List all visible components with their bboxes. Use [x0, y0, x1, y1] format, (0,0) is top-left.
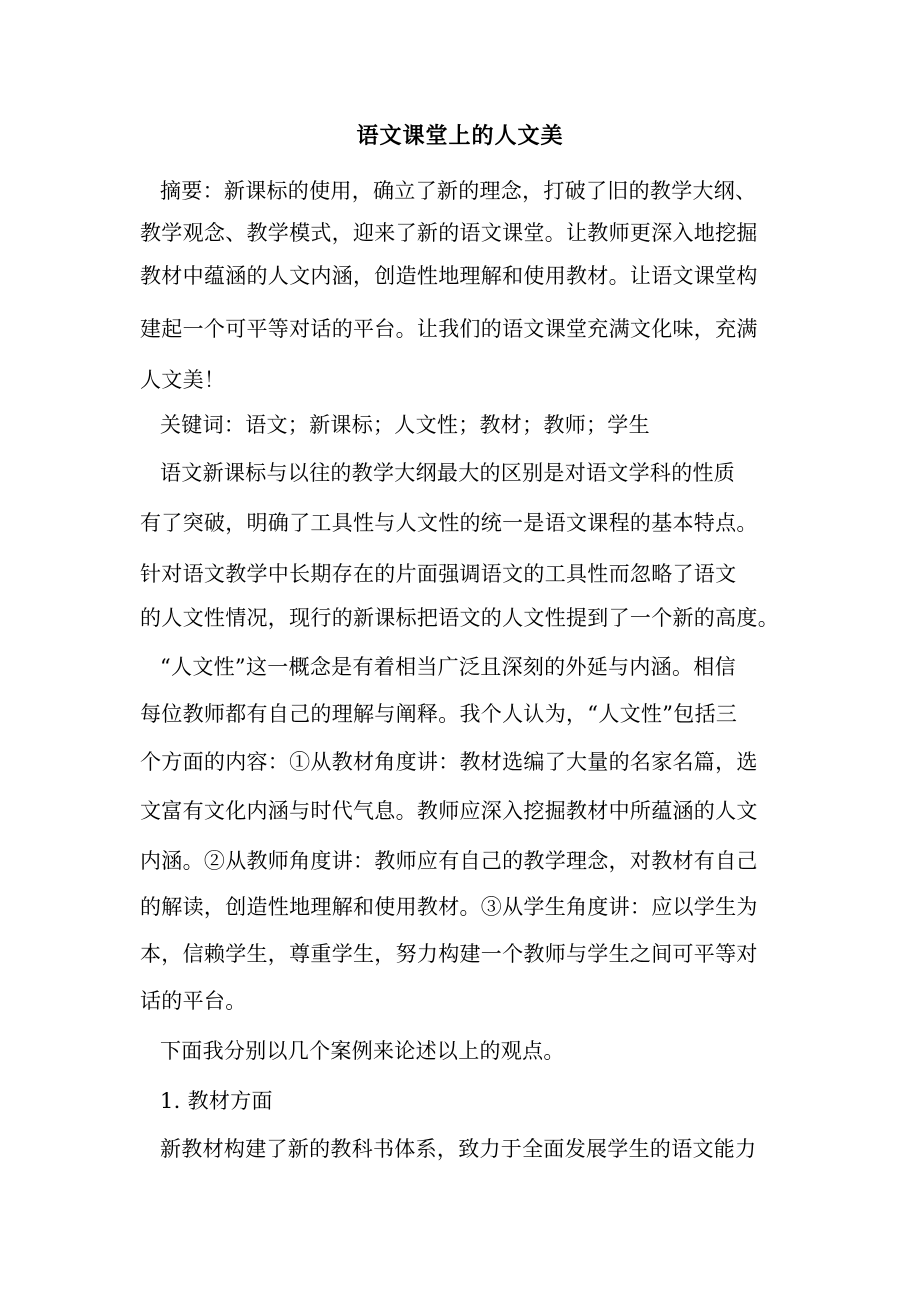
abstract-line-1: 摘要：新课标的使用，确立了新的理念，打破了旧的教学大纲、	[160, 179, 757, 203]
body-line-13: 下面我分别以几个案例来论述以上的观点。	[160, 1039, 565, 1063]
body-line-5: “人文性”这一概念是有着相当广泛且深刻的外延与内涵。相信	[160, 655, 736, 679]
body-line-8: 文富有文化内涵与时代气息。教师应深入挖掘教材中所蕴涵的人文	[140, 799, 758, 823]
body-line-9: 内涵。②从教师角度讲：教师应有自己的教学理念，对教材有自己	[140, 849, 758, 873]
abstract-line-5: 人文美！	[140, 368, 226, 392]
body-line-2: 有了突破，明确了工具性与人文性的统一是语文课程的基本特点。	[140, 511, 758, 535]
keywords-line: 关键词：语文；新课标；人文性；教材；教师；学生	[160, 413, 650, 437]
body-line-10: 的解读，创造性地理解和使用教材。③从学生角度讲：应以学生为	[140, 895, 758, 919]
abstract-line-4: 建起一个可平等对话的平台。让我们的语文课堂充满文化味，充满	[140, 317, 758, 341]
body-line-14: 新教材构建了新的教科书体系，致力于全面发展学生的语文能力	[160, 1137, 757, 1161]
body-line-1: 语文新课标与以往的教学大纲最大的区别是对语文学科的性质	[160, 461, 736, 485]
body-line-7: 个方面的内容：①从教材角度讲：教材选编了大量的名家名篇，选	[140, 750, 758, 774]
abstract-line-2: 教学观念、教学模式，迎来了新的语文课堂。让教师更深入地挖掘	[140, 221, 758, 245]
body-line-4: 的人文性情况，现行的新课标把语文的人文性提到了一个新的高度。	[140, 606, 779, 630]
body-line-12: 话的平台。	[140, 989, 247, 1013]
body-line-11: 本，信赖学生，尊重学生，努力构建一个教师与学生之间可平等对	[140, 942, 758, 966]
document-title: 语文课堂上的人文美	[356, 123, 564, 149]
body-line-3: 针对语文教学中长期存在的片面强调语文的工具性而忽略了语文	[140, 562, 737, 586]
abstract-line-3: 教材中蕴涵的人文内涵，创造性地理解和使用教材。让语文课堂构	[140, 264, 758, 288]
section-heading: 1. 教材方面	[160, 1089, 273, 1113]
body-line-6: 每位教师都有自己的理解与阐释。我个人认为，“人文性”包括三	[140, 702, 738, 726]
